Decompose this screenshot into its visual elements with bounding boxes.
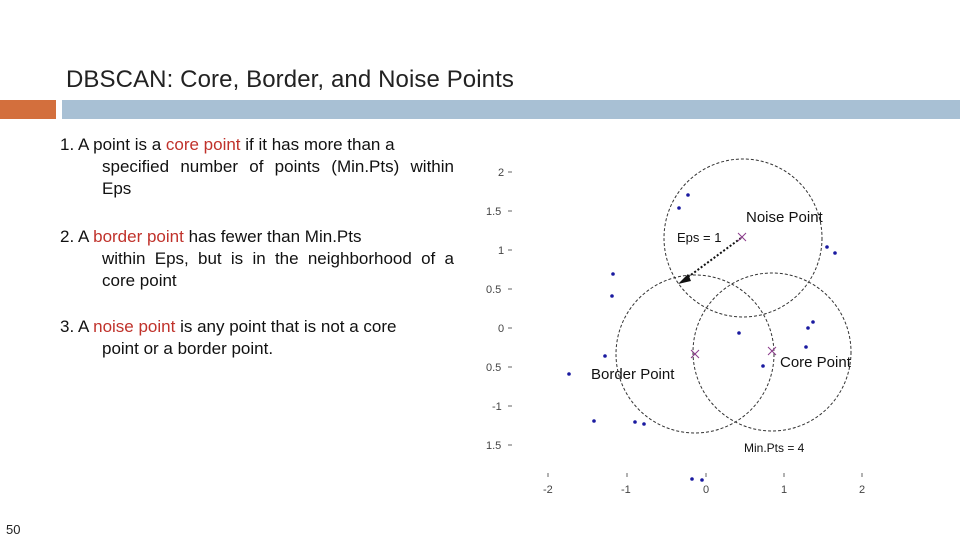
noise-point-marker [738, 233, 746, 241]
y-tick-label: 1.5 [486, 440, 502, 452]
bullet-continuation: point or a border point. [102, 339, 274, 358]
bullet-text: A [77, 227, 94, 246]
bullet-text: A point is a [77, 135, 166, 154]
y-tick-label: 1 [498, 245, 505, 257]
bullet-first-line [60, 316, 454, 338]
bullet-text: if it has more than a [240, 135, 395, 154]
bullet-text: is any point that is not a core [175, 317, 397, 336]
y-tick-label: 0 [498, 323, 505, 335]
bullet-border-point [60, 226, 454, 292]
bullet-first-line [60, 134, 454, 156]
y-tick-label: 2 [498, 167, 505, 179]
x-tick-label: 1 [781, 484, 788, 496]
y-tick-label: 0.5 [486, 284, 502, 296]
x-tick-label: -1 [621, 484, 631, 496]
bullet-core-point [60, 134, 454, 200]
bullet-continuation: within Eps, but is in the neighborhood of a core point [102, 249, 454, 290]
highlighted-points [691, 233, 776, 358]
slide-number: 50 [6, 522, 21, 537]
bullet-first-line [60, 226, 454, 248]
term-border-point: border point [93, 227, 184, 246]
eps-neighborhoods [616, 159, 851, 433]
minpts-label: Min.Pts = 4 [744, 441, 805, 455]
slide-title: DBSCAN: Core, Border, and Noise Points [66, 66, 514, 93]
title-accent-bar [0, 100, 56, 119]
border-point-label: Border Point [591, 366, 675, 383]
core-point-label: Core Point [780, 354, 851, 371]
bullet-number: 1. [60, 135, 75, 154]
x-axis [543, 473, 865, 496]
bullet-number: 3. [60, 317, 75, 336]
core-eps-circle [693, 273, 851, 431]
bullet-noise-point [60, 316, 454, 360]
core-point-marker [768, 347, 776, 355]
title-underline-bar [62, 100, 960, 119]
bullet-text: has fewer than Min.Pts [183, 227, 362, 246]
noise-point-label: Noise Point [746, 209, 823, 226]
y-axis [486, 167, 512, 452]
y-tick-label: -1 [492, 401, 502, 413]
y-tick-label: 1.5 [486, 206, 502, 218]
bullet-text: A [77, 317, 94, 336]
term-noise-point: noise point [93, 317, 176, 336]
bullet-continuation: specified number of points (Min.Pts) within Eps [102, 157, 454, 198]
x-tick-label: 0 [703, 484, 710, 496]
x-tick-label: -2 [543, 484, 553, 496]
eps-label: Eps = 1 [677, 230, 722, 245]
bullet-number: 2. [60, 227, 75, 246]
term-core-point: core point [165, 135, 241, 154]
diagram-labels [591, 209, 852, 455]
x-tick-label: 2 [859, 484, 866, 496]
border-point-marker [691, 350, 699, 358]
y-tick-label: 0.5 [486, 362, 502, 374]
dbscan-diagram [480, 150, 880, 500]
